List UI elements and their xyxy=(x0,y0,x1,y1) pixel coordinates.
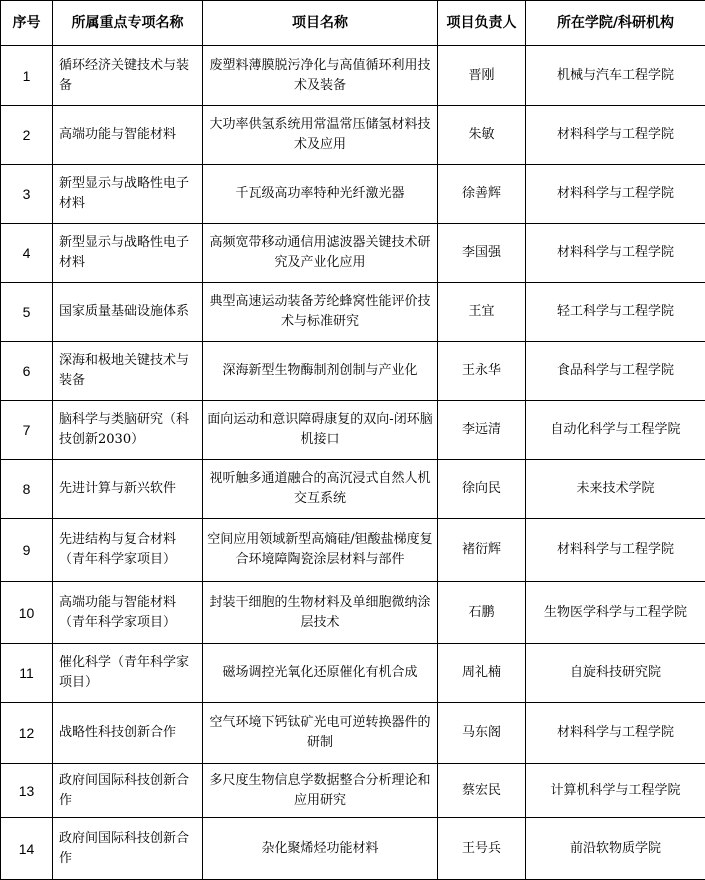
cell-project: 大功率供氢系统用常温常压储氢材料技术及应用 xyxy=(203,106,438,165)
header-program: 所属重点专项名称 xyxy=(53,1,203,46)
cell-program: 政府间国际科技创新合作 xyxy=(53,764,203,818)
cell-program: 先进计算与新兴软件 xyxy=(53,460,203,519)
table-row xyxy=(1,764,705,818)
header-leader: 项目负责人 xyxy=(438,1,526,46)
cell-program: 深海和极地关键技术与装备 xyxy=(53,342,203,401)
cell-leader: 徐向民 xyxy=(438,460,526,519)
cell-serial: 2 xyxy=(1,106,53,165)
cell-college: 材料科学与工程学院 xyxy=(526,519,705,582)
cell-program: 新型显示与战略性电子材料 xyxy=(53,165,203,224)
cell-leader: 王号兵 xyxy=(438,818,526,880)
cell-leader: 晋刚 xyxy=(438,46,526,106)
cell-college: 计算机科学与工程学院 xyxy=(526,764,705,818)
cell-program: 战略性科技创新合作 xyxy=(53,703,203,764)
cell-program: 先进结构与复合材料（青年科学家项目） xyxy=(53,519,203,582)
cell-program: 高端功能与智能材料 xyxy=(53,106,203,165)
cell-program: 脑科学与类脑研究（科技创新2030） xyxy=(53,401,203,460)
cell-program: 循环经济关键技术与装备 xyxy=(53,46,203,106)
cell-program: 国家质量基础设施体系 xyxy=(53,283,203,342)
cell-serial: 8 xyxy=(1,460,53,519)
cell-leader: 徐善辉 xyxy=(438,165,526,224)
cell-serial: 4 xyxy=(1,224,53,283)
cell-project: 废塑料薄膜脱污净化与高值循环利用技术及装备 xyxy=(203,46,438,106)
cell-college: 材料科学与工程学院 xyxy=(526,703,705,764)
cell-serial: 6 xyxy=(1,342,53,401)
cell-project: 视听触多通道融合的高沉浸式自然人机交互系统 xyxy=(203,460,438,519)
cell-leader: 朱敏 xyxy=(438,106,526,165)
table-row xyxy=(1,582,705,644)
cell-college: 材料科学与工程学院 xyxy=(526,106,705,165)
header-college: 所在学院/科研机构 xyxy=(526,1,705,46)
cell-college: 前沿软物质学院 xyxy=(526,818,705,880)
cell-project: 多尺度生物信息学数据整合分析理论和应用研究 xyxy=(203,764,438,818)
table-row xyxy=(1,224,705,283)
cell-project: 空气环境下钙钛矿光电可逆转换器件的研制 xyxy=(203,703,438,764)
table-row xyxy=(1,519,705,582)
cell-college: 生物医学科学与工程学院 xyxy=(526,582,705,644)
cell-college: 材料科学与工程学院 xyxy=(526,224,705,283)
cell-college: 自动化科学与工程学院 xyxy=(526,401,705,460)
cell-serial: 3 xyxy=(1,165,53,224)
cell-project: 空间应用领域新型高熵硅/钽酸盐梯度复合环境障陶瓷涂层材料与部件 xyxy=(203,519,438,582)
table-row xyxy=(1,283,705,342)
cell-serial: 12 xyxy=(1,703,53,764)
cell-serial: 1 xyxy=(1,46,53,106)
table-row xyxy=(1,165,705,224)
cell-project: 深海新型生物酶制剂创制与产业化 xyxy=(203,342,438,401)
cell-serial: 9 xyxy=(1,519,53,582)
cell-project: 千瓦级高功率特种光纤激光器 xyxy=(203,165,438,224)
cell-college: 未来技术学院 xyxy=(526,460,705,519)
cell-project: 典型高速运动装备芳纶蜂窝性能评价技术与标准研究 xyxy=(203,283,438,342)
table-row xyxy=(1,342,705,401)
cell-serial: 11 xyxy=(1,644,53,703)
table-row xyxy=(1,460,705,519)
cell-project: 封装干细胞的生物材料及单细胞微纳涂层技术 xyxy=(203,582,438,644)
table-row xyxy=(1,106,705,165)
cell-leader: 李远清 xyxy=(438,401,526,460)
header-project: 项目名称 xyxy=(203,1,438,46)
cell-leader: 蔡宏民 xyxy=(438,764,526,818)
header-serial: 序号 xyxy=(1,1,53,46)
cell-leader: 周礼楠 xyxy=(438,644,526,703)
cell-project: 杂化聚烯烃功能材料 xyxy=(203,818,438,880)
cell-program: 政府间国际科技创新合作 xyxy=(53,818,203,880)
cell-program: 新型显示与战略性电子材料 xyxy=(53,224,203,283)
cell-college: 食品科学与工程学院 xyxy=(526,342,705,401)
cell-leader: 李国强 xyxy=(438,224,526,283)
cell-college: 材料科学与工程学院 xyxy=(526,165,705,224)
cell-serial: 7 xyxy=(1,401,53,460)
cell-project: 磁场调控光氧化还原催化有机合成 xyxy=(203,644,438,703)
cell-project: 高频宽带移动通信用滤波器关键技术研究及产业化应用 xyxy=(203,224,438,283)
cell-college: 轻工科学与工程学院 xyxy=(526,283,705,342)
table-row xyxy=(1,401,705,460)
cell-college: 自旋科技研究院 xyxy=(526,644,705,703)
table-row xyxy=(1,46,705,106)
table-row xyxy=(1,818,705,880)
cell-leader: 王宜 xyxy=(438,283,526,342)
cell-college: 机械与汽车工程学院 xyxy=(526,46,705,106)
table-header-row xyxy=(1,1,705,46)
cell-leader: 褚衍辉 xyxy=(438,519,526,582)
cell-serial: 13 xyxy=(1,764,53,818)
cell-leader: 石鹏 xyxy=(438,582,526,644)
cell-serial: 5 xyxy=(1,283,53,342)
cell-serial: 14 xyxy=(1,818,53,880)
table-row xyxy=(1,703,705,764)
cell-program: 催化科学（青年科学家项目） xyxy=(53,644,203,703)
cell-project: 面向运动和意识障碍康复的双向-闭环脑机接口 xyxy=(203,401,438,460)
cell-program: 高端功能与智能材料（青年科学家项目） xyxy=(53,582,203,644)
table-row xyxy=(1,644,705,703)
cell-serial: 10 xyxy=(1,582,53,644)
cell-leader: 马东阁 xyxy=(438,703,526,764)
cell-leader: 王永华 xyxy=(438,342,526,401)
